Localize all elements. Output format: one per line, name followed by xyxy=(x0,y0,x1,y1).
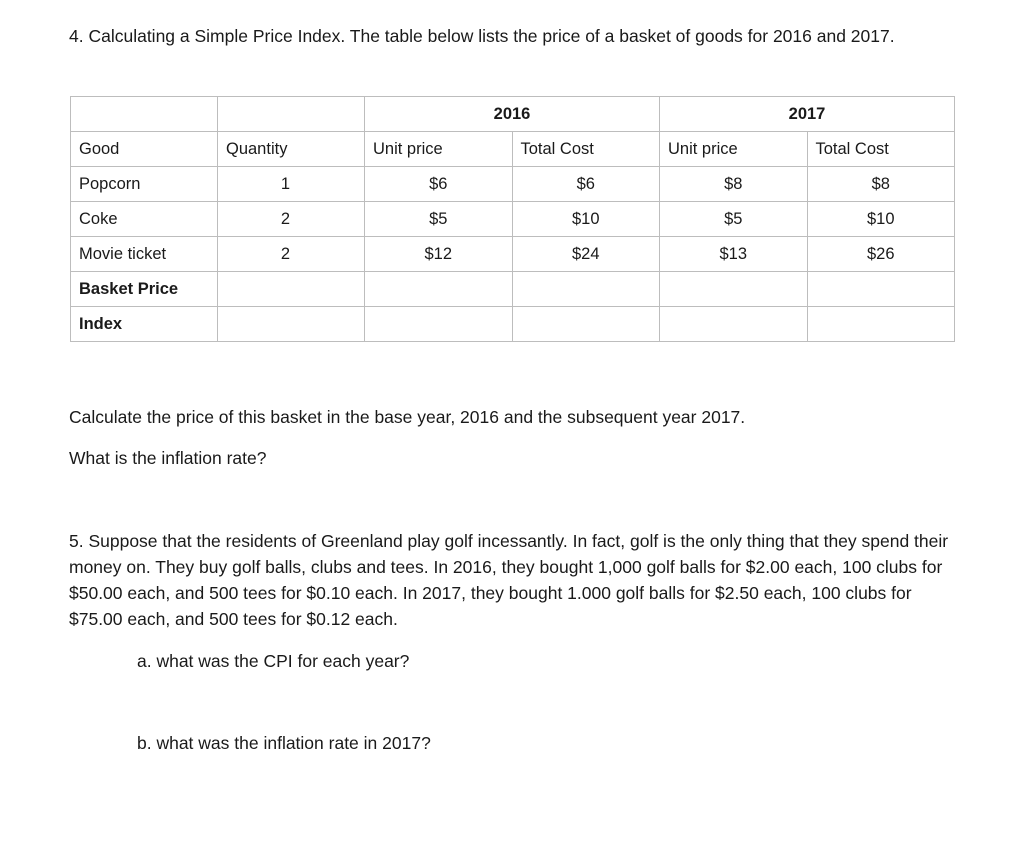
unit-price-2016-cell: $12 xyxy=(365,237,513,272)
empty-cell xyxy=(660,307,808,342)
header-unit-price-2016: Unit price xyxy=(365,132,513,167)
total-cost-2017-cell: $8 xyxy=(807,167,955,202)
year-2016-header: 2016 xyxy=(365,97,660,132)
year-2017-header: 2017 xyxy=(660,97,955,132)
header-quantity: Quantity xyxy=(218,132,365,167)
question-5-intro: 5. Suppose that the residents of Greenland play golf incessantly. In fact, golf is the only thing that they spend their money on. They buy golf balls, clubs and tees. In 2016, they bought 1,000 golf balls for $2.00 each, 100 clubs for $50.00 each, and 500 tees for $0.10 each. In 2017, they bought 1.000 golf balls for $2.50 each, 100 clubs for $75.00 each, and 500 tees for $0.12 each. xyxy=(69,531,949,629)
empty-cell xyxy=(512,307,660,342)
year-header-row xyxy=(71,97,955,132)
table-row xyxy=(71,237,955,272)
empty-cell xyxy=(807,307,955,342)
header-unit-price-2017: Unit price xyxy=(660,132,808,167)
good-cell: Popcorn xyxy=(71,167,218,202)
index-label: Index xyxy=(71,307,218,342)
price-index-table xyxy=(70,96,955,342)
header-total-cost-2016: Total Cost xyxy=(512,132,660,167)
total-cost-2017-cell: $26 xyxy=(807,237,955,272)
total-cost-2016-cell: $24 xyxy=(512,237,660,272)
empty-cell xyxy=(365,307,513,342)
question-5b: b. what was the inflation rate in 2017? xyxy=(137,733,431,753)
basket-price-label: Basket Price xyxy=(71,272,218,307)
column-header-row xyxy=(71,132,955,167)
table-row xyxy=(71,167,955,202)
good-cell: Coke xyxy=(71,202,218,237)
empty-cell xyxy=(807,272,955,307)
empty-cell xyxy=(218,307,365,342)
empty-cell xyxy=(365,272,513,307)
question-4-intro: 4. Calculating a Simple Price Index. The table below lists the price of a basket of goods for 2016 and 2017. xyxy=(69,26,895,46)
basket-price-row xyxy=(71,272,955,307)
total-cost-2017-cell: $10 xyxy=(807,202,955,237)
good-cell: Movie ticket xyxy=(71,237,218,272)
header-good: Good xyxy=(71,132,218,167)
unit-price-2017-cell: $8 xyxy=(660,167,808,202)
table-row xyxy=(71,202,955,237)
question-5a: a. what was the CPI for each year? xyxy=(137,651,410,671)
header-total-cost-2017: Total Cost xyxy=(807,132,955,167)
empty-cell xyxy=(660,272,808,307)
quantity-cell: 1 xyxy=(218,167,365,202)
unit-price-2016-cell: $5 xyxy=(365,202,513,237)
unit-price-2017-cell: $13 xyxy=(660,237,808,272)
empty-cell xyxy=(71,97,218,132)
unit-price-2017-cell: $5 xyxy=(660,202,808,237)
index-row xyxy=(71,307,955,342)
quantity-cell: 2 xyxy=(218,237,365,272)
empty-cell xyxy=(218,272,365,307)
empty-cell xyxy=(512,272,660,307)
empty-cell xyxy=(218,97,365,132)
calculate-basket-question: Calculate the price of this basket in the base year, 2016 and the subsequent year 2017. xyxy=(69,407,746,427)
unit-price-2016-cell: $6 xyxy=(365,167,513,202)
total-cost-2016-cell: $6 xyxy=(512,167,660,202)
quantity-cell: 2 xyxy=(218,202,365,237)
total-cost-2016-cell: $10 xyxy=(512,202,660,237)
inflation-rate-question: What is the inflation rate? xyxy=(69,448,267,468)
